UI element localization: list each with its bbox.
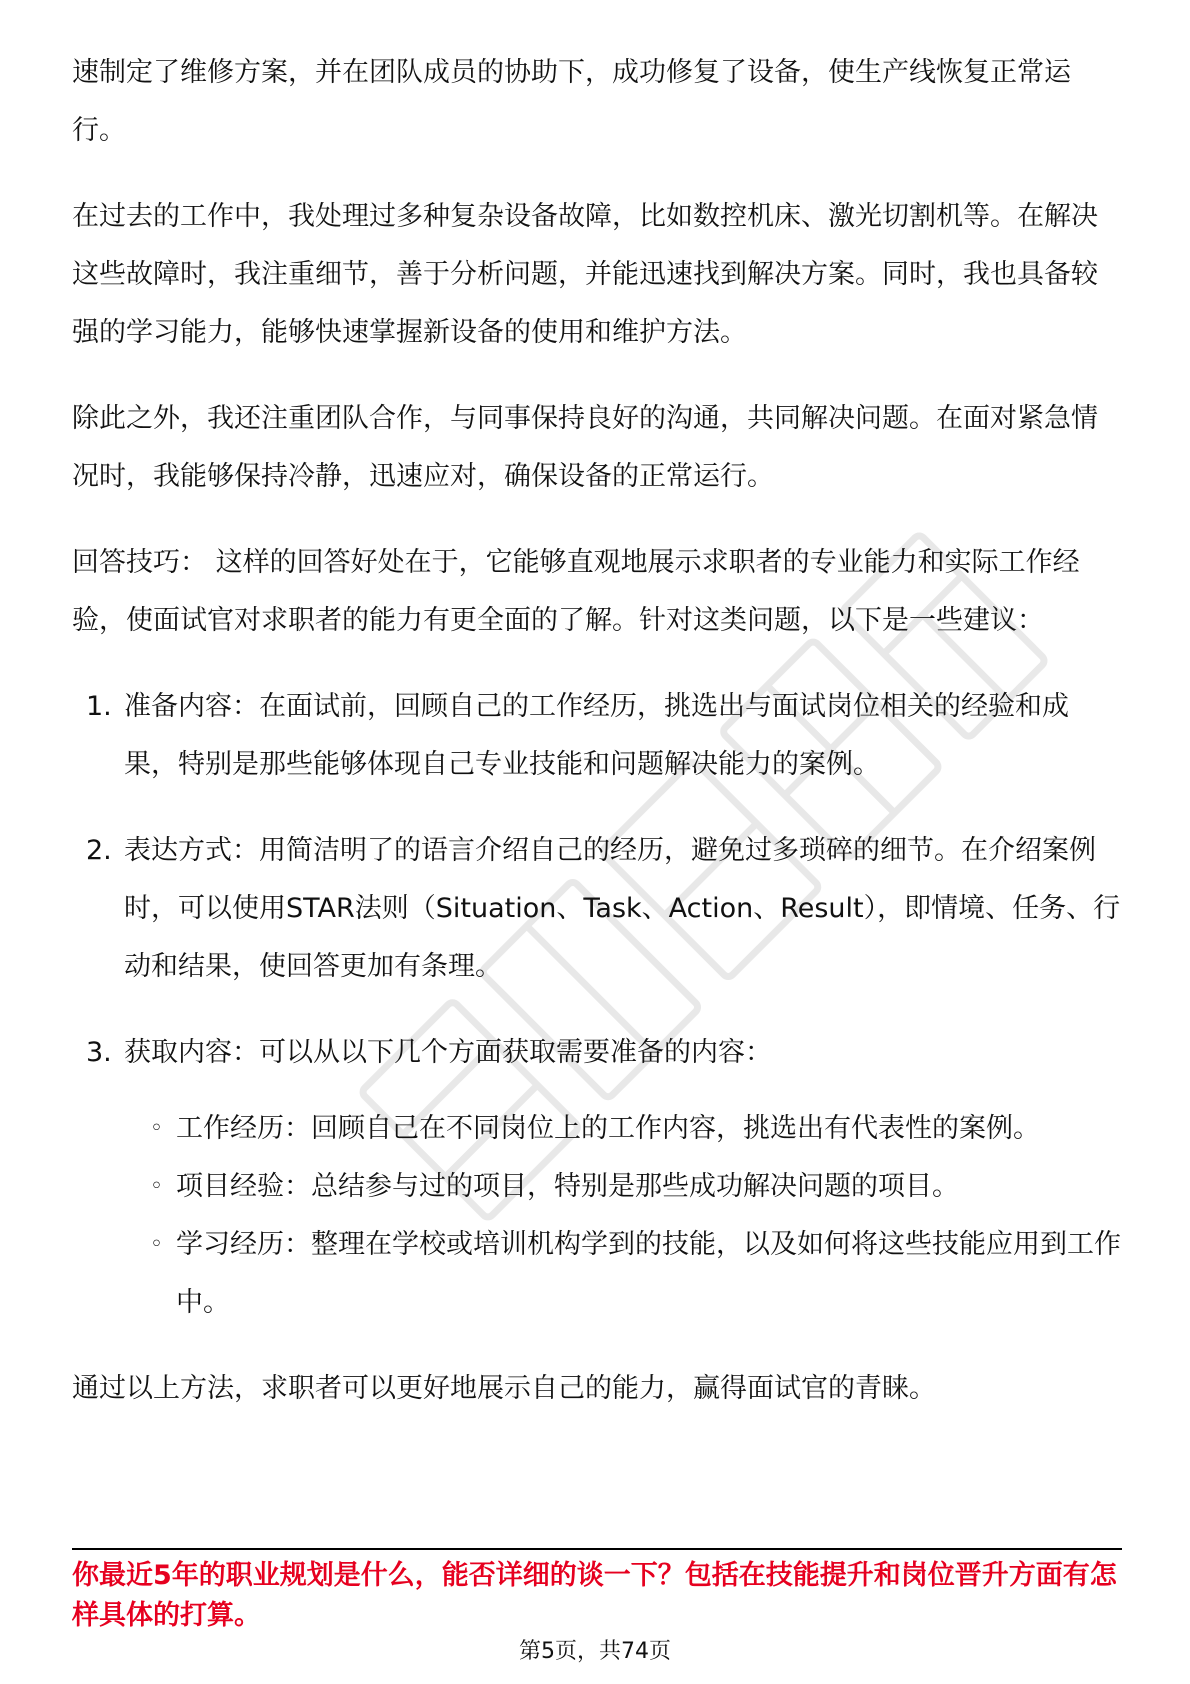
bullet-icon: ◦ xyxy=(150,1232,163,1257)
paragraph-2: 在过去的工作中，我处理过多种复杂设备故障，比如数控机床、激光切割机等。在解决这些故障时，我注重细节，善于分析问题，并能迅速找到解决方案。同时，我也具备较强的学习能力，能够快速掌握新设备的使用和维护方法。 xyxy=(72,201,1098,348)
sub-list-item-text: 项目经验：总结参与过的项目，特别是那些成功解决问题的项目。 xyxy=(176,1171,959,1202)
page-number-footer: 第5页，共74页 xyxy=(519,1639,671,1664)
bullet-icon: ◦ xyxy=(150,1116,163,1141)
sub-list-item-text: 学习经历：整理在学校或培训机构学到的技能，以及如何将这些技能应用到工作中。 xyxy=(176,1229,1121,1318)
list-item-text: 准备内容：在面试前，回顾自己的工作经历，挑选出与面试岗位相关的经验和成果，特别是那些能够体现自己专业技能和问题解决能力的案例。 xyxy=(124,691,1069,780)
list-number: 2. xyxy=(86,835,112,866)
closing-paragraph: 通过以上方法，求职者可以更好地展示自己的能力，赢得面试官的青睐。 xyxy=(72,1373,936,1404)
list-item xyxy=(72,822,1122,996)
next-question-heading: 你最近5年的职业规划是什么，能否详细的谈一下？包括在技能提升和岗位晋升方面有怎样具体的打算。 xyxy=(72,1560,1117,1631)
list-item-text: 获取内容：可以从以下几个方面获取需要准备的内容： xyxy=(124,1037,772,1068)
sub-list-item xyxy=(72,1216,1122,1332)
section-divider xyxy=(72,1548,1122,1550)
list-item xyxy=(72,678,1122,794)
list-number: 3. xyxy=(86,1037,112,1068)
main-content xyxy=(72,44,1122,1446)
tips-list xyxy=(72,678,1122,1082)
paragraph-1: 速制定了维修方案，并在团队成员的协助下，成功修复了设备，使生产线恢复正常运行。 xyxy=(72,57,1071,146)
paragraph-3: 除此之外，我还注重团队合作，与同事保持良好的沟通，共同解决问题。在面对紧急情况时，我能够保持冷静，迅速应对，确保设备的正常运行。 xyxy=(72,403,1098,492)
content-sources-list xyxy=(72,1100,1122,1332)
answer-tips-paragraph: 回答技巧： 这样的回答好处在于，它能够直观地展示求职者的专业能力和实际工作经验，使面试官对求职者的能力有更全面的了解。针对这类问题，以下是一些建议： xyxy=(72,547,1080,636)
sub-list-item xyxy=(72,1158,1122,1216)
list-item xyxy=(72,1024,1122,1082)
sub-list-item xyxy=(72,1100,1122,1158)
list-number: 1. xyxy=(86,691,112,722)
bullet-icon: ◦ xyxy=(150,1174,163,1199)
list-item-text: 表达方式：用简洁明了的语言介绍自己的经历，避免过多琐碎的细节。在介绍案例时，可以使用STAR法则（Situation、Task、Action、Result），即情境、任务、行动和结果，使回答更加有条理。 xyxy=(124,835,1121,982)
sub-list-item-text: 工作经历：回顾自己在不同岗位上的工作内容，挑选出有代表性的案例。 xyxy=(176,1113,1040,1144)
